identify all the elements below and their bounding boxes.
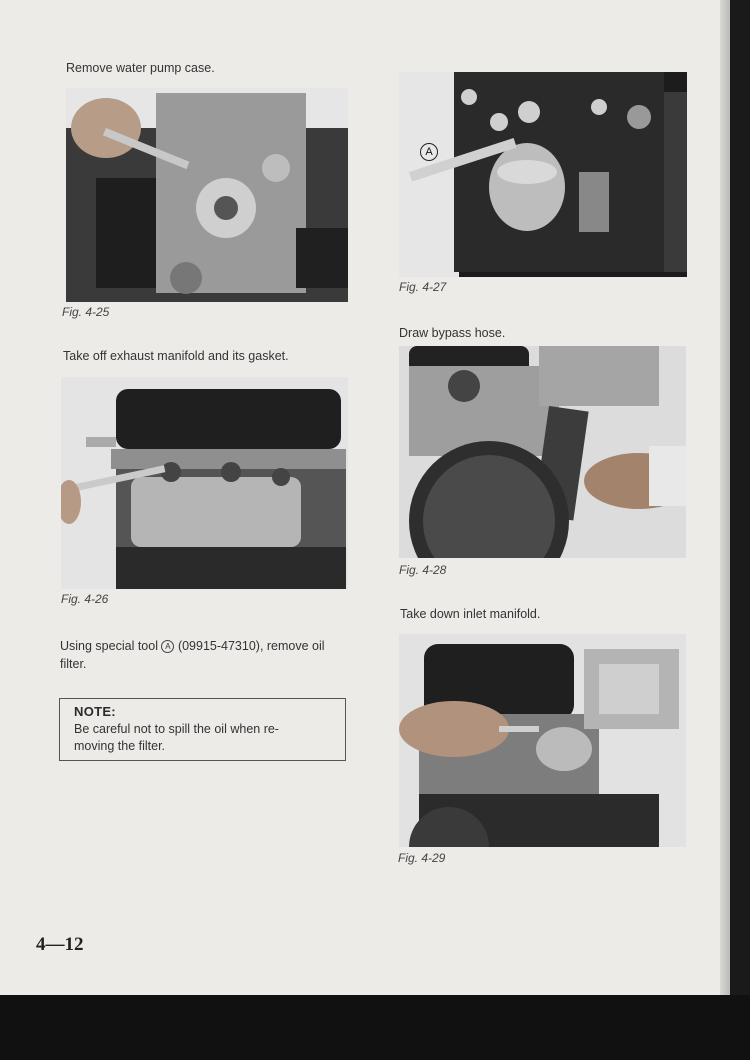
note-line-1: Be careful not to spill the oil when re- (74, 722, 279, 736)
step-take-off-exhaust-manifold: Take off exhaust manifold and its gasket. (63, 349, 289, 363)
note-title: NOTE: (74, 704, 116, 719)
tool-callout-a-fig-4-27: A (420, 143, 438, 161)
fig-4-28-label: Fig. 4-28 (399, 563, 447, 577)
page-number: 4—12 (36, 934, 84, 955)
page-edge (720, 0, 730, 995)
step-take-down-inlet-manifold: Take down inlet manifold. (400, 607, 541, 621)
fig-4-26-label: Fig. 4-26 (61, 592, 109, 606)
step-remove-oil-filter (60, 637, 350, 673)
photo-fig-4-27 (399, 72, 687, 277)
fig-4-27-label: Fig. 4-27 (399, 280, 447, 294)
note-line-2: moving the filter. (74, 739, 166, 753)
step-remove-water-pump-case: Remove water pump case. (66, 61, 215, 75)
photo-fig-4-28 (399, 346, 686, 558)
step-remove-oil-filter-post: (09915-47310), remove oil (177, 639, 325, 653)
photo-fig-4-29 (399, 634, 686, 847)
fig-4-25-label: Fig. 4-25 (62, 305, 110, 319)
scan-background (0, 995, 750, 1060)
note-body (74, 721, 331, 755)
tool-callout-a: A (161, 640, 174, 653)
photo-fig-4-26 (61, 377, 348, 589)
step-draw-bypass-hose: Draw bypass hose. (399, 326, 506, 340)
note-box (59, 698, 346, 761)
step-remove-oil-filter-pre: Using special tool (60, 639, 158, 653)
step-remove-oil-filter-line2: filter. (60, 657, 87, 671)
photo-fig-4-25 (66, 88, 348, 302)
fig-4-29-label: Fig. 4-29 (398, 851, 446, 865)
